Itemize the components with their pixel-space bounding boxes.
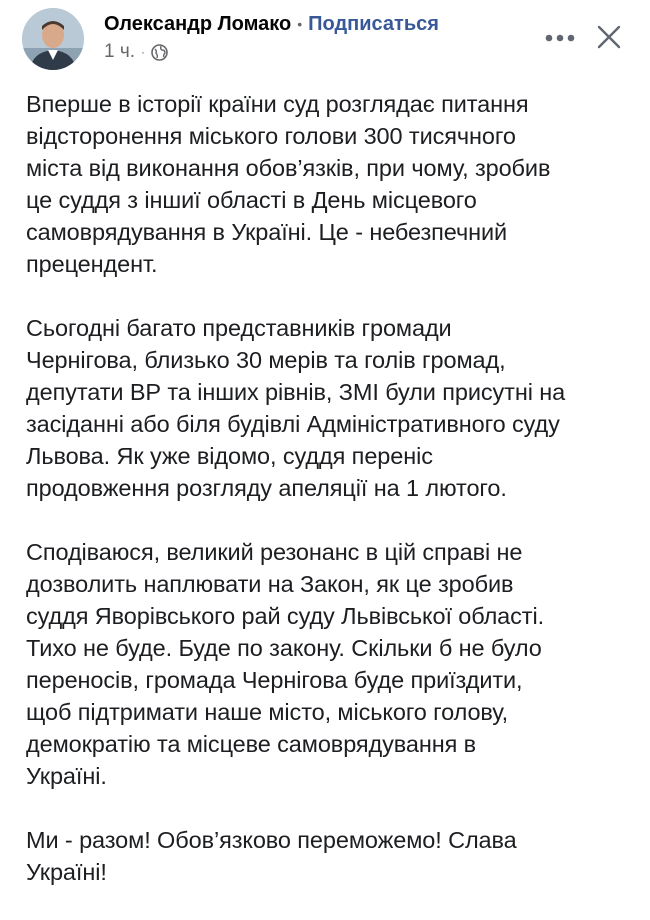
post-header: [0, 0, 650, 80]
subscribe-link[interactable]: Подписаться: [308, 12, 439, 35]
text-line: депутати ВР та інших рівнів, ЗМІ були присутні на: [26, 379, 566, 405]
separator: •: [297, 16, 303, 32]
text-line: дозволить наплювати на Закон, як це зробив: [26, 571, 514, 597]
text-line: щоб підтримати наше місто, міського голову,: [26, 699, 509, 725]
paragraph-3: [26, 536, 638, 792]
globe-icon: [151, 44, 168, 61]
text-line: відсторонення міського голови 300 тисячного: [26, 123, 516, 149]
more-horizontal-icon: [545, 34, 575, 42]
text-line: це суддя з іншиї області в День місцевого: [26, 187, 477, 213]
text-line: Тихо не буде. Буде по закону. Скільки б не було: [26, 635, 542, 661]
avatar-image: [22, 8, 84, 70]
paragraph-1: [26, 88, 638, 280]
text-line: продовження розгляду апеляції на 1 лютого.: [26, 475, 507, 501]
text-line: Україні.: [26, 763, 107, 789]
text-line: переносів, громада Чернігова буде приїздити,: [26, 667, 523, 693]
text-line: засіданні або біля будівлі Адміністративного суду: [26, 411, 560, 437]
text-line: демократію та місцеве самоврядування в: [26, 731, 477, 757]
paragraph-4: [26, 824, 638, 888]
text-line: Ми - разом! Обов’язково переможемо! Слава: [26, 827, 517, 853]
more-options-button[interactable]: [540, 26, 580, 50]
text-line: прецендент.: [26, 251, 158, 277]
text-line: Львова. Як уже відомо, суддя переніс: [26, 443, 433, 469]
avatar[interactable]: [22, 8, 84, 70]
text-line: Вперше в історії країни суд розглядає питання: [26, 91, 529, 117]
text-line: Чернігова, близько 30 мерів та голів громад,: [26, 347, 506, 373]
text-line: міста від виконання обов’язків, при чому, зробив: [26, 155, 551, 181]
close-button[interactable]: [592, 20, 626, 54]
author-line: [104, 10, 439, 38]
meta-separator: ·: [141, 45, 146, 59]
text-line: Україні!: [26, 859, 107, 885]
text-line: самоврядування в Україні. Це - небезпечний: [26, 219, 508, 245]
post-meta: [104, 40, 168, 64]
text-line: суддя Яворівського рай суду Львівської області.: [26, 603, 545, 629]
author-name[interactable]: Олександр Ломако: [104, 12, 292, 35]
post-time[interactable]: 1 ч.: [104, 41, 136, 62]
close-icon: [597, 25, 621, 49]
text-line: Сьогодні багато представників громади: [26, 315, 452, 341]
text-line: Сподіваюся, великий резонанс в цій справі не: [26, 539, 523, 565]
post-text: [26, 88, 638, 920]
paragraph-2: [26, 312, 638, 504]
